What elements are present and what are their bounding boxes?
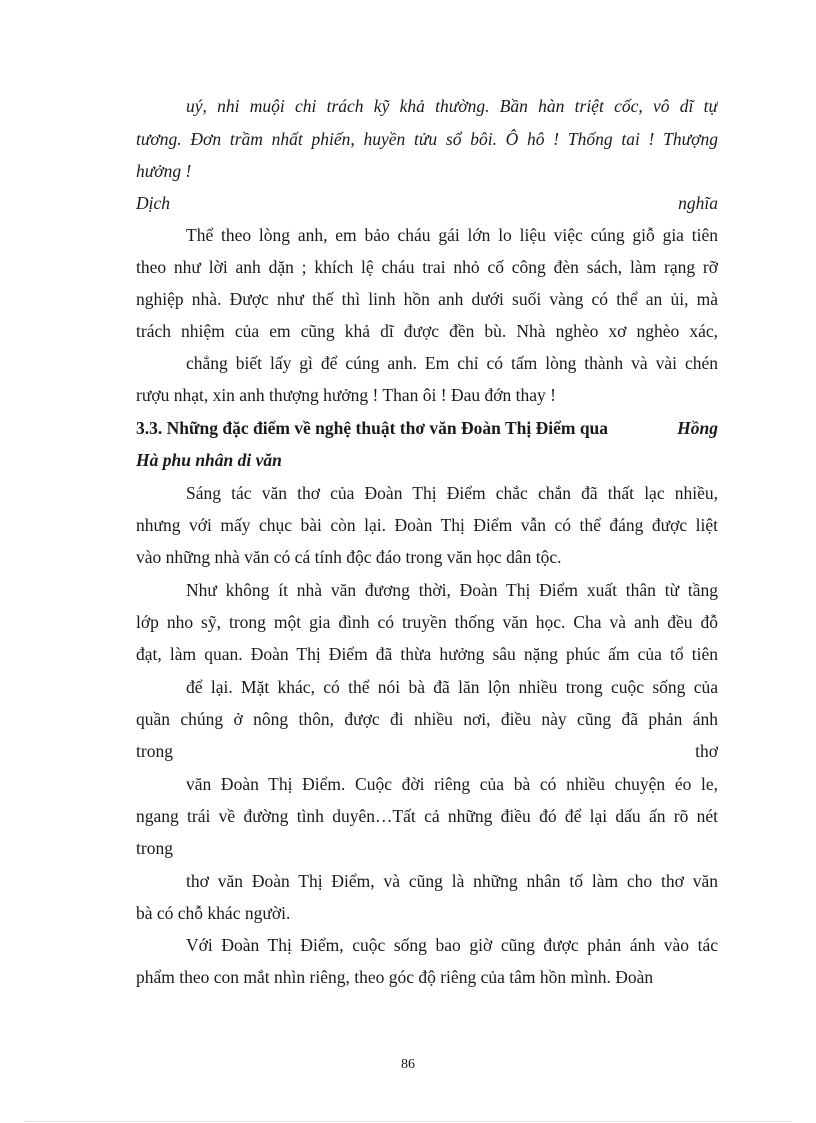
body-p3-line-1: Với Đoàn Thị Điểm, cuộc sống bao giờ cũng được phản ánh vào tác	[186, 935, 718, 955]
body-p3-line-2: phẩm theo con mắt nhìn riêng, theo góc độ riêng của tâm hồn mình. Đoàn	[136, 967, 654, 987]
body-p1-line-1: Sáng tác văn thơ của Đoàn Thị Điểm chắc chắn đã thất lạc nhiều,	[186, 483, 718, 503]
page-number: 86	[401, 1057, 415, 1072]
section-heading-line-1	[136, 414, 718, 442]
body-p2-line-2: lớp nho sỹ, trong một gia đình có truyền thống văn học. Cha và anh đều đỗ	[136, 612, 718, 632]
translation-line-3: nghiệp nhà. Được như thế thì linh hồn anh dưới suối vàng có thể an ủi, mà	[136, 289, 718, 309]
translation-label	[136, 189, 718, 217]
body-p2-line-3: đạt, làm quan. Đoàn Thị Điểm đã thừa hưởng sâu nặng phúc ấm của tổ tiên	[136, 644, 718, 664]
translation-line-5: chẳng biết lấy gì để cúng anh. Em chỉ có tấm lòng thành và vài chén	[186, 353, 718, 373]
body-p2-line-10: thơ văn Đoàn Thị Điểm, và cũng là những nhân tố làm cho thơ văn	[186, 871, 718, 891]
body-p2-line-6-left: trong	[136, 741, 173, 761]
section-heading-text: 3.3. Những đặc điểm về nghệ thuật thơ văn Đoàn Thị Điểm qua	[136, 418, 609, 438]
footer-divider	[24, 1121, 792, 1122]
body-p2-line-8: ngang trái về đường tình duyên…Tất cả những điều đó để lại dấu ấn rõ nét	[136, 806, 718, 826]
body-p2-line-6-right: thơ	[695, 741, 718, 761]
quote-line-2: tương. Đơn trầm nhất phiến, huyền tửu sổ bôi. Ô hô ! Thống tai ! Thượng	[136, 129, 718, 149]
body-p2-line-9: trong	[136, 838, 173, 858]
body-p2-line-7: văn Đoàn Thị Điểm. Cuộc đời riêng của bà có nhiều chuyện éo le,	[186, 774, 718, 794]
translation-line-1: Thể theo lòng anh, em bảo cháu gái lớn lo liệu việc cúng giỗ gia tiên	[186, 225, 718, 245]
body-p2-line-1: Như không ít nhà văn đương thời, Đoàn Thị Điểm xuất thân từ tầng	[186, 580, 718, 600]
translation-line-6: rượu nhạt, xin anh thượng hưởng ! Than ôi ! Đau đớn thay !	[136, 385, 556, 405]
body-p2-line-5: quần chúng ở nông thôn, được đi nhiều nơi, điều này cũng đã phản ánh	[136, 709, 718, 729]
quote-line-1: uý, nhi muội chi trách kỹ khả thường. Bần hàn triệt cốc, vô dĩ tự	[186, 96, 718, 116]
section-heading-line-2: Hà phu nhân di văn	[136, 450, 282, 470]
translation-line-4: trách nhiệm của em cũng khả dĩ được đền bù. Nhà nghèo xơ nghèo xác,	[136, 321, 718, 341]
body-p2-line-6	[136, 737, 718, 765]
body-p1-line-3: vào những nhà văn có cá tính độc đáo trong văn học dân tộc.	[136, 547, 562, 567]
section-heading-title-part-1: Hồng	[677, 418, 718, 438]
body-p1-line-2: nhưng với mấy chục bài còn lại. Đoàn Thị Điểm vẫn có thể đáng được liệt	[136, 515, 718, 535]
translation-line-2: theo như lời anh dặn ; khích lệ cháu trai nhỏ cố công đèn sách, làm rạng rỡ	[136, 257, 718, 277]
translation-label-right: nghĩa	[678, 193, 718, 213]
body-p2-line-4: để lại. Mặt khác, có thể nói bà đã lăn lộn nhiều trong cuộc sống của	[186, 677, 718, 697]
quote-line-3: hưởng !	[136, 161, 192, 181]
translation-label-left: Dịch	[136, 193, 171, 213]
body-p2-line-11: bà có chỗ khác người.	[136, 903, 291, 923]
